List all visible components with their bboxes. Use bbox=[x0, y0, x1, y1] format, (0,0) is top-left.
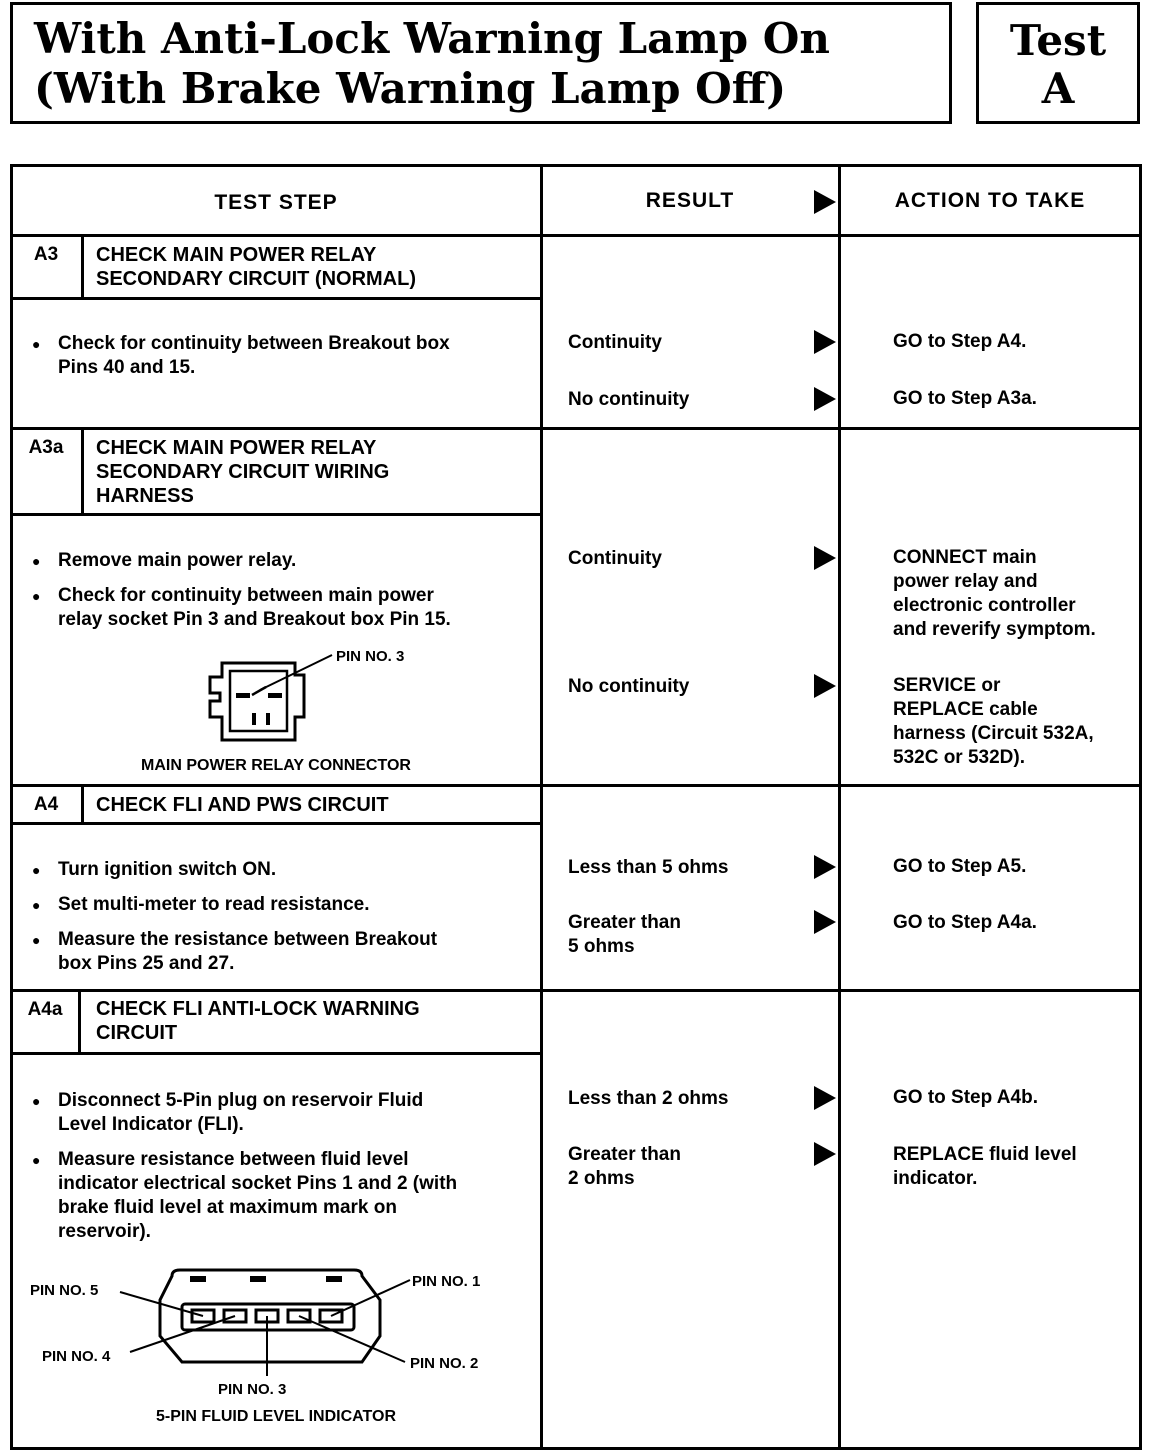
action-text: GO to Step A4. bbox=[893, 331, 1027, 352]
instruction-bullet bbox=[58, 549, 296, 573]
action-line: and reverify symptom. bbox=[893, 619, 1096, 640]
page-title bbox=[34, 14, 830, 114]
result-arrow-icon bbox=[814, 1086, 836, 1110]
instruction-bullet bbox=[58, 1148, 457, 1244]
step-id: A4a bbox=[27, 999, 63, 1020]
instruction-bullet bbox=[58, 584, 451, 632]
result-arrow-icon bbox=[814, 387, 836, 411]
result-line: Greater than bbox=[568, 912, 681, 933]
step-divider bbox=[10, 989, 1142, 992]
instruction-bullet bbox=[58, 332, 450, 380]
result-text: Less than 2 ohms bbox=[568, 1088, 729, 1109]
step-title bbox=[96, 793, 389, 817]
instruction-line: ● Turn ignition switch ON. bbox=[58, 859, 277, 880]
header-divider bbox=[10, 234, 1142, 237]
result-text: No continuity bbox=[568, 676, 690, 697]
action-text bbox=[893, 1143, 1077, 1191]
step-id-divider bbox=[81, 236, 84, 298]
step-id: A3 bbox=[33, 244, 59, 265]
step-divider bbox=[10, 427, 1142, 430]
step-title bbox=[96, 243, 416, 291]
step-id-divider bbox=[81, 786, 84, 823]
step-id: A3a bbox=[28, 437, 64, 458]
title-line-2: (With Brake Warning Lamp Off) bbox=[34, 64, 787, 113]
pin-label: PIN NO. 3 bbox=[336, 648, 405, 665]
instruction-line: indicator electrical socket Pins 1 and 2 (with bbox=[58, 1173, 458, 1194]
title-line-1: With Anti-Lock Warning Lamp On bbox=[34, 14, 830, 63]
column-divider-action bbox=[838, 164, 841, 1450]
step-id-divider bbox=[78, 991, 81, 1053]
instruction-line: ● Check for continuity between Breakout box bbox=[58, 333, 450, 354]
action-line: SERVICE or bbox=[893, 675, 1001, 696]
action-line: harness (Circuit 532A, bbox=[893, 723, 1094, 744]
column-header-result: RESULT bbox=[645, 189, 735, 212]
result-text bbox=[568, 911, 681, 959]
result-line: 5 ohms bbox=[568, 936, 635, 957]
test-label: Test bbox=[1009, 16, 1107, 65]
pin-4-label: PIN NO. 4 bbox=[42, 1348, 111, 1365]
pin-1-label: PIN NO. 1 bbox=[412, 1273, 481, 1290]
instruction-bullet bbox=[58, 893, 370, 917]
table-border-bottom bbox=[10, 1447, 1142, 1450]
action-text bbox=[893, 674, 1094, 770]
step-title-line: SECONDARY CIRCUIT (NORMAL) bbox=[96, 268, 416, 290]
instruction-line: ● Disconnect 5-Pin plug on reservoir Fluid bbox=[58, 1090, 424, 1111]
instruction-line: box Pins 25 and 27. bbox=[58, 953, 235, 974]
main-power-relay-connector-figure bbox=[200, 645, 340, 745]
result-arrow-icon bbox=[814, 546, 836, 570]
pin-2-label: PIN NO. 2 bbox=[410, 1355, 479, 1372]
step-title bbox=[96, 997, 420, 1045]
table-border-right bbox=[1139, 164, 1142, 1450]
action-line: electronic controller bbox=[893, 595, 1076, 616]
result-arrow-icon bbox=[814, 674, 836, 698]
column-header-test-step: TEST STEP bbox=[214, 191, 338, 214]
result-line: Greater than bbox=[568, 1144, 681, 1165]
result-arrow-icon bbox=[814, 1142, 836, 1166]
result-text: No continuity bbox=[568, 389, 690, 410]
action-text bbox=[893, 546, 1096, 642]
column-divider-result bbox=[540, 164, 543, 1450]
instruction-line: Pins 40 and 15. bbox=[58, 357, 196, 378]
step-id: A4 bbox=[33, 794, 59, 815]
action-line: indicator. bbox=[893, 1168, 978, 1189]
pin-3-label: PIN NO. 3 bbox=[218, 1381, 287, 1398]
step-title-line: CHECK FLI AND PWS CIRCUIT bbox=[96, 794, 389, 816]
step-title-line: SECONDARY CIRCUIT WIRING bbox=[96, 461, 390, 483]
step-title-line: CHECK MAIN POWER RELAY bbox=[96, 437, 377, 459]
step-title-underline bbox=[10, 297, 540, 300]
step-title-line: CHECK MAIN POWER RELAY bbox=[96, 244, 377, 266]
figure-caption: 5-PIN FLUID LEVEL INDICATOR bbox=[155, 1408, 396, 1425]
action-line: CONNECT main bbox=[893, 547, 1037, 568]
instruction-line: relay socket Pin 3 and Breakout box Pin 15. bbox=[58, 609, 451, 630]
instruction-line: ● Set multi-meter to read resistance. bbox=[58, 894, 370, 915]
instruction-line: ● Remove main power relay. bbox=[58, 550, 297, 571]
action-line: power relay and bbox=[893, 571, 1038, 592]
result-arrow-icon bbox=[814, 330, 836, 354]
instruction-bullet bbox=[58, 928, 437, 976]
result-text: Continuity bbox=[568, 548, 662, 569]
pin-5-label: PIN NO. 5 bbox=[30, 1282, 99, 1299]
instruction-bullet bbox=[58, 858, 276, 882]
instruction-line: brake fluid level at maximum mark on bbox=[58, 1197, 397, 1218]
action-line: REPLACE fluid level bbox=[893, 1144, 1077, 1165]
step-id-divider bbox=[81, 429, 84, 514]
instruction-line: ● Measure resistance between fluid level bbox=[58, 1149, 409, 1170]
result-arrow-icon bbox=[814, 855, 836, 879]
test-letter: A bbox=[1041, 64, 1075, 113]
result-text: Continuity bbox=[568, 332, 662, 353]
instruction-line: ● Measure the resistance between Breakout bbox=[58, 929, 438, 950]
figure-caption: MAIN POWER RELAY CONNECTOR bbox=[141, 757, 411, 774]
action-text: GO to Step A4a. bbox=[893, 912, 1037, 933]
result-text bbox=[568, 1143, 681, 1191]
instruction-line: reservoir). bbox=[58, 1221, 151, 1242]
result-text: Less than 5 ohms bbox=[568, 857, 729, 878]
step-title-underline bbox=[10, 822, 540, 825]
action-line: REPLACE cable bbox=[893, 699, 1038, 720]
step-title-line: HARNESS bbox=[96, 485, 194, 507]
header-arrow-icon bbox=[814, 190, 836, 214]
result-arrow-icon bbox=[814, 910, 836, 934]
instruction-bullet bbox=[58, 1089, 423, 1137]
step-title-underline bbox=[10, 1052, 540, 1055]
action-text: GO to Step A3a. bbox=[893, 388, 1037, 409]
step-title-underline bbox=[10, 513, 540, 516]
test-badge bbox=[976, 2, 1140, 124]
step-title bbox=[96, 436, 389, 508]
step-title-line: CIRCUIT bbox=[96, 1022, 178, 1044]
instruction-line: ● Check for continuity between main power bbox=[58, 585, 434, 606]
table-border-top bbox=[10, 164, 1142, 167]
step-title-line: CHECK FLI ANTI-LOCK WARNING bbox=[96, 998, 420, 1020]
step-divider bbox=[10, 784, 1142, 787]
column-header-action: ACTION TO TAKE bbox=[894, 189, 1086, 212]
instruction-line: Level Indicator (FLI). bbox=[58, 1114, 244, 1135]
fluid-level-indicator-connector-figure bbox=[110, 1264, 430, 1394]
action-line: 532C or 532D). bbox=[893, 747, 1026, 768]
action-text: GO to Step A5. bbox=[893, 856, 1027, 877]
result-line: 2 ohms bbox=[568, 1168, 635, 1189]
action-text: GO to Step A4b. bbox=[893, 1087, 1038, 1108]
